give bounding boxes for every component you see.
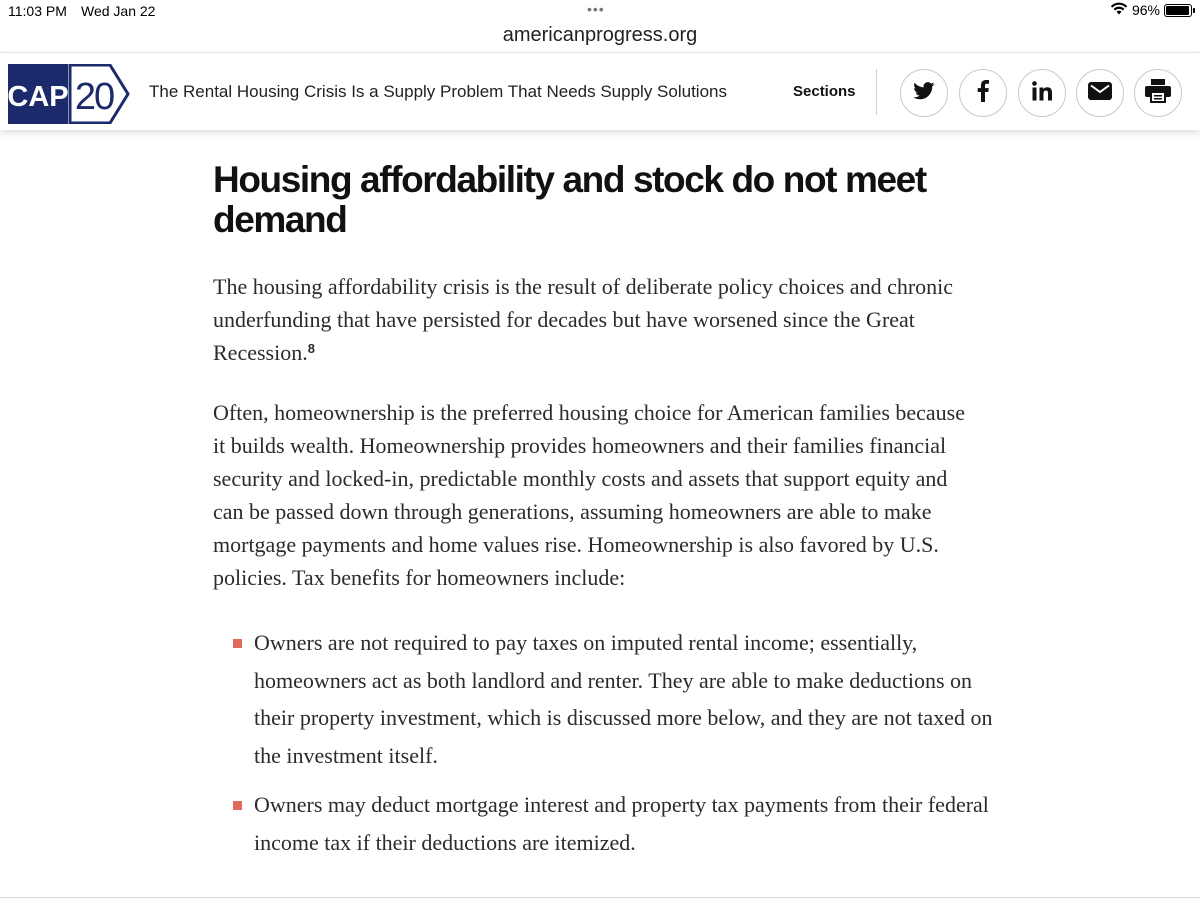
email-share-button[interactable] (1076, 69, 1124, 117)
address-bar[interactable] (0, 20, 1200, 52)
facebook-share-button[interactable] (959, 69, 1007, 117)
twitter-icon (913, 82, 935, 105)
facebook-icon (977, 80, 989, 107)
battery-icon (1164, 4, 1192, 17)
twitter-share-button[interactable] (900, 69, 948, 117)
logo-20-text: 20 (74, 76, 114, 118)
logo-cap-text: CAP (8, 81, 69, 113)
linkedin-icon (1032, 81, 1052, 106)
tax-benefits-list (213, 624, 993, 861)
wifi-icon (1110, 2, 1128, 18)
battery-percent: 96% (1131, 2, 1160, 18)
status-bar (0, 0, 1200, 22)
sections-menu-button[interactable]: Sections (793, 83, 856, 100)
list-item (213, 786, 993, 861)
header-divider (876, 69, 877, 115)
cap20-logo[interactable] (8, 64, 130, 129)
print-button[interactable] (1134, 69, 1182, 117)
paragraph-homeownership: Often, homeownership is the preferred housing choice for American families because it builds wealth. Homeownership provides homeowners and their families financial security and locked-in, predictable monthly costs and assets that support equity and can be passed down through generations, assuming homeowners are able to make mortgage payments and home values rise. Homeownership is also favored by U.S. policies. Tax benefits for homeowners include: (213, 400, 966, 590)
article-body (213, 160, 993, 861)
status-right (1110, 2, 1192, 18)
bullet-icon (233, 639, 242, 648)
multitasking-dots-icon[interactable]: ••• (587, 1, 605, 17)
paragraph-intro (213, 270, 973, 369)
url-text: americanprogress.org (502, 24, 698, 46)
linkedin-share-button[interactable] (1018, 69, 1066, 117)
paragraph-intro-text: The housing affordability crisis is the result of deliberate policy choices and chronic underfunding that have persisted for decades but have worsened since the Great Recession. (213, 274, 954, 365)
print-icon (1145, 79, 1171, 108)
list-item-text: Owners may deduct mortgage interest and property tax payments from their federal income tax if their deductions are itemized. (254, 792, 989, 855)
footnote-link[interactable]: 8 (307, 341, 315, 356)
battery-level (1166, 6, 1189, 15)
list-item-text: Owners are not required to pay taxes on imputed rental income; essentially, homeowners act as both landlord and renter. They are able to make deductions on their property investment, which is discussed more below, and they are not taxed on the investment itself. (254, 630, 993, 768)
bullet-icon (233, 801, 242, 810)
header-article-title: The Rental Housing Crisis Is a Supply Problem That Needs Supply Solutions (149, 82, 727, 101)
email-icon (1088, 82, 1112, 105)
section-heading: Housing affordability and stock do not meet demand (213, 159, 926, 240)
status-time: 11:03 PM (8, 3, 67, 19)
bottom-divider (0, 897, 1200, 898)
status-date: Wed Jan 22 (81, 3, 156, 19)
site-header (0, 52, 1200, 130)
list-item (213, 624, 993, 774)
